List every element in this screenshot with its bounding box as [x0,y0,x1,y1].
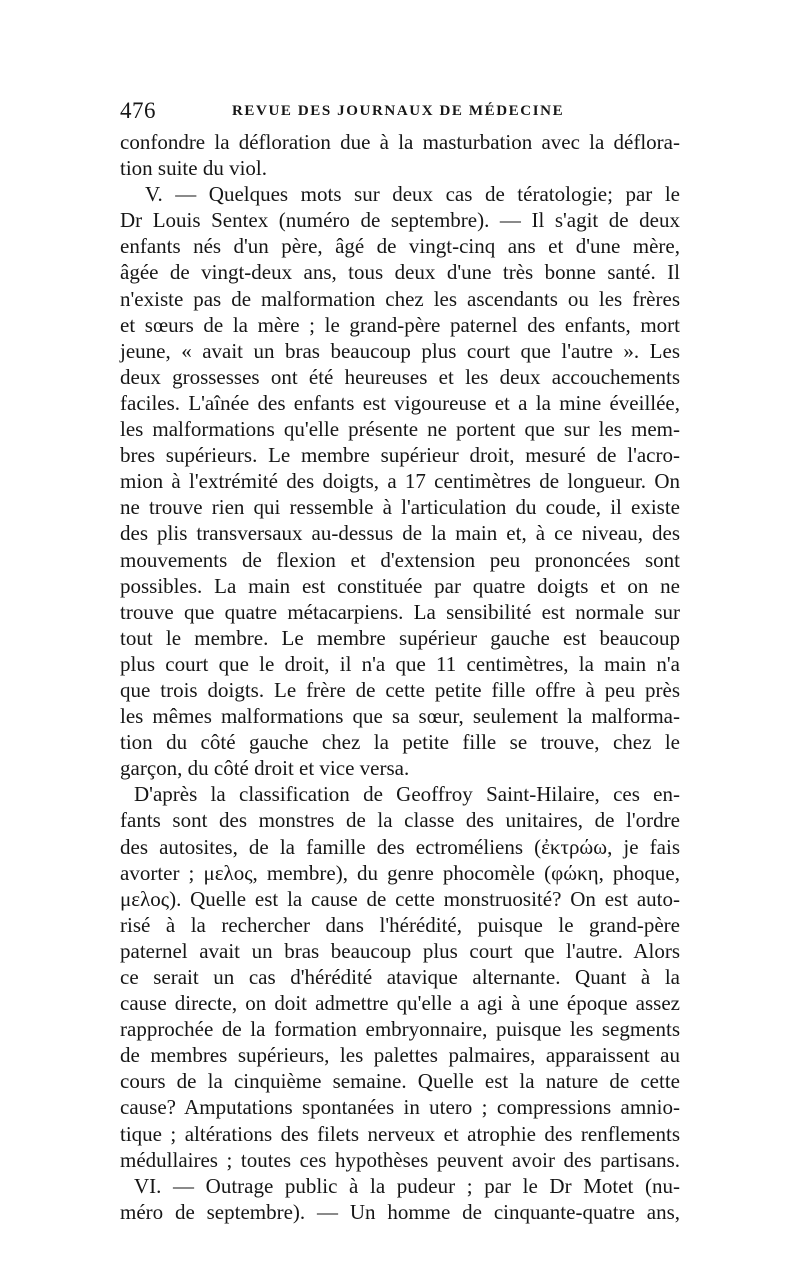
text-line: faciles. L'aînée des enfants est vigoureuse et a la mine éveillée, [120,390,680,415]
text-line: jeune, « avait un bras beaucoup plus court que l'autre ». Les [120,338,680,363]
text-line: avorter ; μελος, membre), du genre phocomèle (φώκη, phoque, [120,860,680,885]
text-line: mion à l'extrémité des doigts, a 17 centimètres de longueur. On [120,469,680,494]
text-line: que trois doigts. Le frère de cette petite fille offre à peu près [120,677,680,702]
text-line: de membres supérieurs, les palettes palmaires, apparaissent au [120,1043,680,1068]
text-line: paternel avait un bras beaucoup plus court que l'autre. Alors [120,938,680,963]
text-line: les mêmes malformations que sa sœur, seulement la malforma- [120,704,680,729]
text-line: cause directe, on doit admettre qu'elle a agi à une époque assez [120,991,680,1016]
text-line: plus court que le droit, il n'a que 11 centimètres, la main n'a [120,651,680,676]
text-line: deux grossesses ont été heureuses et les deux accouchements [120,364,680,389]
body-text [120,129,680,1225]
section-heading-v: V. — Quelques mots sur deux cas de tératologie; par le [145,182,680,207]
text-line: cours de la cinquième semaine. Quelle est la nature de cette [120,1069,680,1094]
text-line: D'après la classification de Geoffroy Saint-Hilaire, ces en- [134,782,680,807]
text-line: et sœurs de la mère ; le grand-père paternel des enfants, mort [120,312,680,337]
running-title: REVUE DES JOURNAUX DE MÉDECINE [232,103,565,119]
text-line: Dr Louis Sentex (numéro de septembre). — Il s'agit de deux [120,208,680,233]
text-line: tion du côté gauche chez la petite fille se trouve, chez le [120,730,680,755]
text-line: ce serait un cas d'hérédité atavique alternante. Quant à la [120,965,680,989]
text-line: des autosites, de la famille des ectroméliens (ἐκτρώω, je fais [120,834,680,859]
text-line: risé à la rechercher dans l'hérédité, puisque le grand-père [120,912,680,937]
text-line: possibles. La main est constituée par quatre doigts et on ne [120,573,680,598]
page-number: 476 [120,98,156,123]
text-line: enfants nés d'un père, âgé de vingt-cinq ans et d'une mère, [120,234,680,259]
page-header [120,98,680,128]
text-line: ne trouve rien qui ressemble à l'articulation du coude, il existe [120,495,680,520]
section-heading-vi: VI. — Outrage public à la pudeur ; par le Dr Motet (nu- [134,1173,680,1198]
text-line: confondre la défloration due à la masturbation avec la déflora- [120,130,680,154]
text-line: tion suite du viol. [120,156,267,181]
text-line: rapprochée de la formation embryonnaire, puisque les segments [120,1017,680,1042]
text-line: n'existe pas de malformation chez les ascendants ou les frères [120,286,680,311]
text-line: cause? Amputations spontanées in utero ; compressions amnio- [120,1095,680,1120]
text-line: âgée de vingt-deux ans, tous deux d'une très bonne santé. Il [120,260,680,285]
text-line: méro de septembre). — Un homme de cinquante-quatre ans, [120,1199,680,1224]
text-line: tout le membre. Le membre supérieur gauche est beaucoup [120,625,680,650]
text-line: tique ; altérations des filets nerveux et atrophie des renflements [120,1121,680,1146]
text-line: trouve que quatre métacarpiens. La sensibilité est normale sur [120,599,680,624]
text-line: des plis transversaux au-dessus de la main et, à ce niveau, des [120,521,680,546]
text-line: les malformations qu'elle présente ne portent que sur les mem- [120,417,680,442]
text-line: mouvements de flexion et d'extension peu prononcées sont [120,547,680,572]
text-line: garçon, du côté droit et vice versa. [120,756,410,781]
text-line: μελος). Quelle est la cause de cette monstruosité? On est auto- [120,886,680,911]
text-line: bres supérieurs. Le membre supérieur droit, mesuré de l'acro- [120,443,680,468]
text-line: fants sont des monstres de la classe des unitaires, de l'ordre [120,808,680,833]
text-line: médullaires ; toutes ces hypothèses peuvent avoir des partisans. [120,1147,680,1172]
